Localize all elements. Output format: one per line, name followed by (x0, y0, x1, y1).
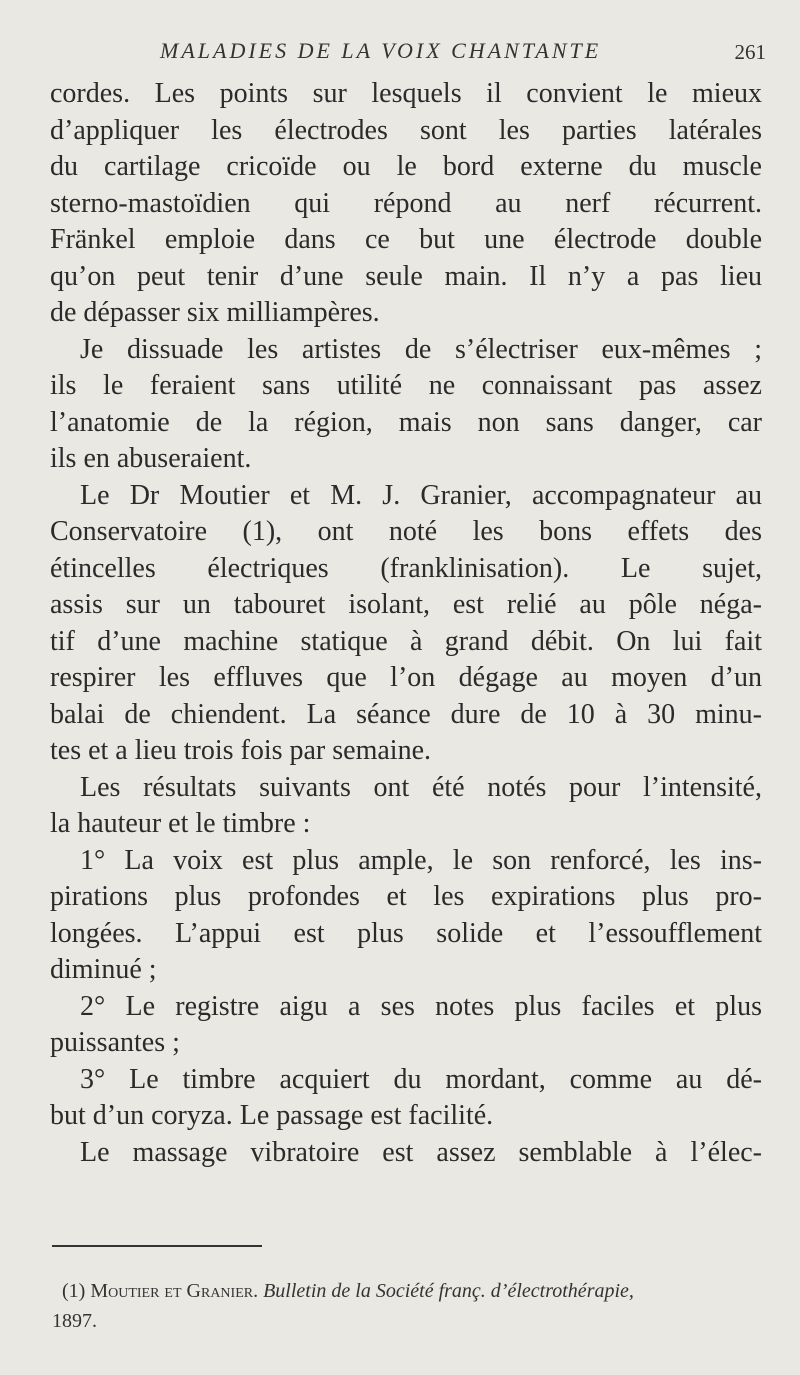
text-line: 3° Le timbre acquiert du mordant, comme au dé- (80, 1063, 762, 1095)
text-line: Les résultats suivants ont été notés pour l’intensité, (80, 771, 762, 803)
paragraph (50, 1062, 762, 1135)
footnote-authors: Moutier et Granier. (90, 1280, 259, 1302)
text-line: de dépasser six milliampères. (50, 297, 380, 328)
text-line: 2° Le registre aigu a ses notes plus faciles et plus (80, 990, 762, 1022)
paragraph (50, 770, 762, 843)
paragraph (50, 76, 762, 332)
text-line: Je dissuade les artistes de s’électriser eux-mêmes ; (80, 333, 762, 365)
text-line: puissantes ; (50, 1027, 180, 1058)
footnote-year: 1897. (52, 1310, 97, 1332)
text-line: respirer les effluves que l’on dégage au moyen d’un (50, 662, 762, 693)
text-line: tes et a lieu trois fois par semaine. (50, 735, 431, 766)
text-line: 1° La voix est plus ample, le son renforcé, les ins- (80, 844, 762, 876)
text-line: étincelles électriques (franklinisation). Le sujet, (50, 552, 762, 584)
paragraph (50, 332, 762, 478)
footnote-marker: (1) (62, 1280, 86, 1302)
footnote (52, 1276, 762, 1336)
paragraph (50, 989, 762, 1062)
text-line: qu’on peut tenir d’une seule main. Il n’y a pas lieu (50, 260, 762, 292)
text-line: du cartilage cricoïde ou le bord externe du muscle (50, 151, 762, 182)
running-title: MALADIES DE LA VOIX CHANTANTE (160, 38, 602, 63)
text-line: tif d’une machine statique à grand débit. On lui fait (50, 625, 762, 657)
footnote-source: Bulletin de la Société franç. d’électrothérapie, (263, 1280, 634, 1302)
text-line: balai de chiendent. La séance dure de 10 à 30 minu- (50, 698, 762, 730)
text-line: ils en abuseraient. (50, 443, 252, 474)
text-line: longées. L’appui est plus solide et l’essoufflement (50, 917, 762, 949)
body-text (50, 76, 762, 1171)
text-line: d’appliquer les électrodes sont les parties latérales (50, 114, 762, 146)
text-line: Le Dr Moutier et M. J. Granier, accompagnateur au (80, 479, 762, 511)
page-header (0, 38, 800, 68)
footnote-separator (52, 1245, 262, 1247)
text-line: Conservatoire (1), ont noté les bons effets des (50, 516, 762, 547)
text-line: but d’un coryza. Le passage est facilité. (50, 1100, 494, 1131)
footnote-line (52, 1276, 762, 1306)
paragraph (50, 478, 762, 770)
text-line: sterno-mastoïdien qui répond au nerf récurrent. (50, 187, 762, 219)
text-line: pirations plus profondes et les expirations plus pro- (50, 881, 762, 912)
text-line: cordes. Les points sur lesquels il convient le mieux (50, 78, 762, 109)
text-line: Le massage vibratoire est assez semblable à l’élec- (80, 1136, 762, 1168)
text-line: diminué ; (50, 954, 157, 985)
text-line: Fränkel emploie dans ce but une électrode double (50, 224, 762, 255)
text-line: ils le feraient sans utilité ne connaissant pas assez (50, 370, 762, 401)
text-line: l’anatomie de la région, mais non sans danger, car (50, 406, 762, 438)
paragraph (50, 1135, 762, 1172)
paragraph (50, 843, 762, 989)
text-line: assis sur un tabouret isolant, est relié au pôle néga- (50, 589, 762, 620)
page-number: 261 (734, 40, 766, 64)
text-line: la hauteur et le timbre : (50, 808, 311, 839)
